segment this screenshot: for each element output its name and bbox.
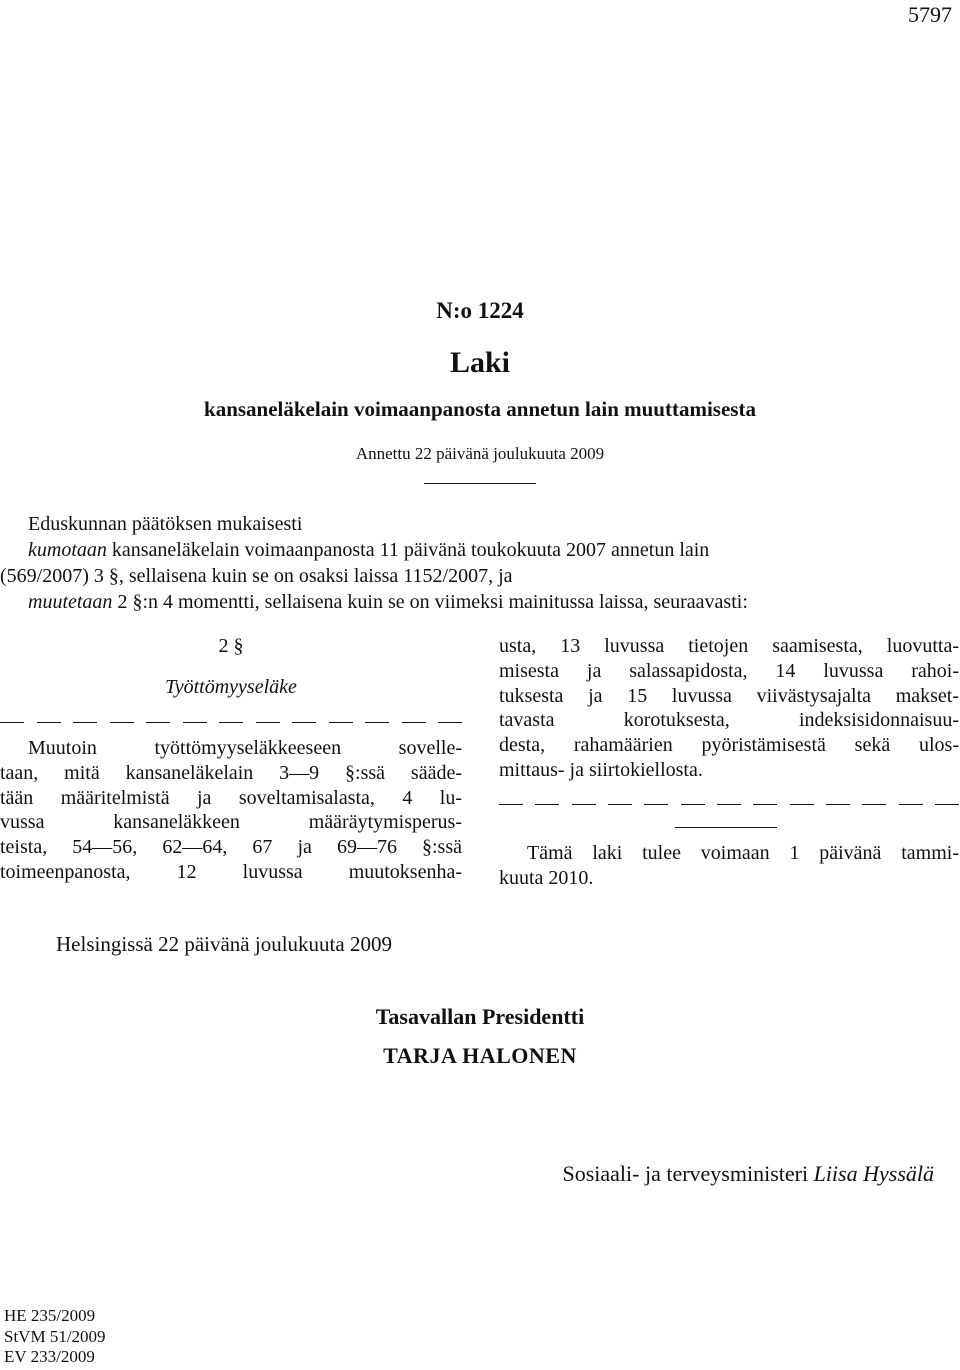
reference-item: EV 233/2009 — [4, 1347, 95, 1366]
minister-role: Sosiaali- ja terveysministeri — [562, 1161, 814, 1186]
body-line: desta, rahamäärien pyöristämisestä sekä ulos- — [499, 734, 959, 757]
body-line: tuksesta ja 15 luvussa viivästysajalta makset- — [499, 684, 959, 707]
amend-keyword: muutetaan — [28, 591, 113, 613]
given-date: Annettu 22 päivänä joulukuuta 2009 — [355, 444, 605, 463]
body-line: misesta ja salassapidosta, 14 luvussa rahoi- — [499, 659, 959, 682]
president-title: Tasavallan Presidentti — [375, 1004, 585, 1029]
preamble-line: muutetaan 2 §:n 4 momentti, sellaisena kuin se on viimeksi mainitussa laissa, seuraavasti: — [28, 591, 748, 613]
body-line: teista, 54—56, 62—64, 67 ja 69—76 §:ssä — [0, 836, 462, 859]
reference-item: HE 235/2009 — [4, 1306, 96, 1325]
preamble-line: kumotaan kansaneläkelain voimaanpanosta 11 päivänä toukokuuta 2007 annetun lain — [28, 539, 710, 561]
left-column — [0, 634, 462, 885]
body-line: tään määritelmistä ja soveltamisalasta, 4 lu- — [0, 786, 462, 809]
omission-dashes — [499, 795, 959, 815]
president-name: TARJA HALONEN — [383, 1043, 577, 1068]
repeal-keyword: kumotaan — [28, 539, 107, 561]
references — [4, 1306, 106, 1368]
law-subtitle: kansaneläkelain voimaanpanosta annetun lain muuttamisesta — [204, 397, 756, 421]
minister-name: Liisa Hyssälä — [813, 1161, 934, 1186]
body-line: toimeenpanosta, 12 luvussa muutoksenha- — [0, 860, 462, 883]
minister-signature — [562, 1161, 934, 1187]
body-line: vussa kansaneläkkeen määräytymisperus- — [0, 811, 462, 834]
body-line: mittaus- ja siirtokiellosta. — [499, 758, 703, 781]
entry-into-force-line: kuuta 2010. — [499, 866, 594, 889]
section-heading: Työttömyyseläke — [165, 676, 297, 698]
body-line: usta, 13 luvussa tietojen saamisesta, luovutta- — [499, 635, 959, 657]
body-line: taan, mitä kansaneläkelain 3—9 §:ssä sääde- — [0, 761, 462, 784]
entry-into-force-line: Tämä laki tulee voimaan 1 päivänä tammi- — [527, 841, 959, 864]
title-divider — [424, 483, 536, 484]
preamble — [0, 511, 958, 615]
preamble-line: (569/2007) 3 §, sellaisena kuin se on osaksi laissa 1152/2007, ja — [0, 565, 513, 587]
section-divider — [675, 827, 777, 828]
page-number: 5797 — [908, 2, 952, 27]
omission-dashes — [0, 712, 462, 732]
section-sign: 2 § — [218, 635, 244, 657]
law-number: N:o 1224 — [436, 298, 524, 323]
law-title: Laki — [449, 346, 511, 379]
body-line: tavasta korotuksesta, indeksisidonnaisuu- — [499, 709, 959, 732]
reference-item: StVM 51/2009 — [4, 1326, 106, 1346]
place-date: Helsingissä 22 päivänä joulukuuta 2009 — [56, 932, 392, 956]
body-line: Muutoin työttömyyseläkkeeseen sovelle- — [28, 737, 462, 759]
preamble-line: Eduskunnan päätöksen mukaisesti — [28, 513, 303, 535]
right-column — [499, 634, 959, 890]
